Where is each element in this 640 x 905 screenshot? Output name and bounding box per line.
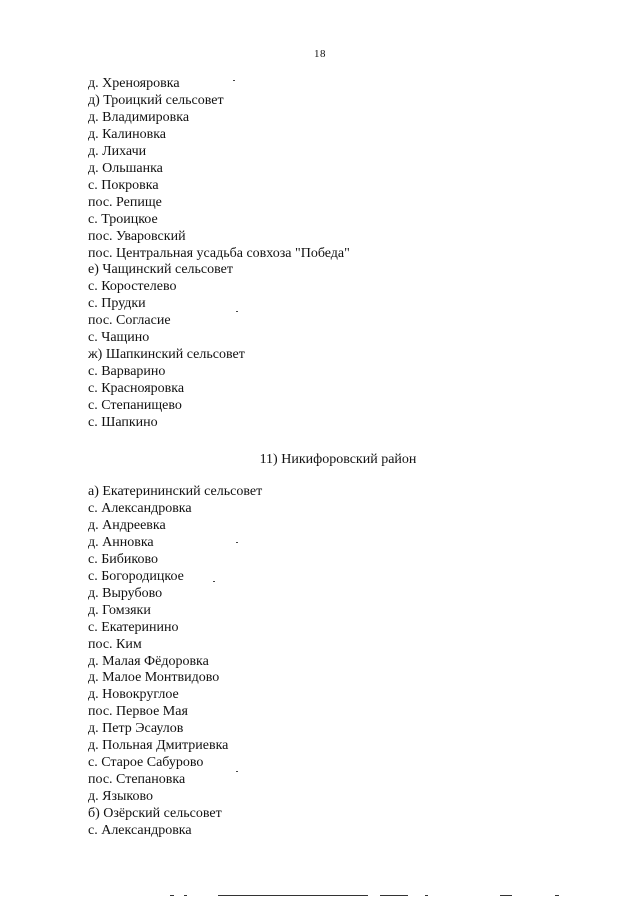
list-item: пос. Репище [88,194,162,210]
list-item: с. Богородицкое [88,568,184,584]
list-item: д) Троицкий сельсовет [88,92,224,108]
list-item: с. Степанищево [88,398,182,414]
list-item: с. Троицкое [88,211,158,227]
list-item: пос. Ким [88,636,142,652]
list-item: с. Прудки [88,296,146,312]
list-item: с. Покровка [88,177,159,193]
list-item: д. Польная Дмитриевка [88,738,229,754]
list-item: д. Вырубово [88,585,163,601]
scan-speck [236,311,238,312]
list-item: пос. Степановка [88,772,186,788]
list-item: пос. Центральная усадьба совхоза "Победа" [88,245,350,261]
settlement-list-bottom [88,484,262,840]
list-item: д. Андреевка [88,517,166,533]
list-item: е) Чащинский сельсовет [88,262,233,278]
list-item: д. Малое Монтвидово [88,670,220,686]
list-item: пос. Согласие [88,313,171,329]
list-item: б) Озёрский сельсовет [88,806,222,822]
list-item: с. Александровка [88,823,192,839]
list-item: с. Старое Сабурово [88,755,204,771]
list-item: д. Новокруглое [88,687,179,703]
list-item: д. Ольшанка [88,160,163,176]
scan-speck [236,771,238,772]
scan-speck [233,80,235,81]
scan-speck [213,581,215,582]
list-item: д. Гомзяки [88,602,151,618]
page-number: 18 [314,48,326,60]
list-item: д. Языково [88,789,154,805]
list-item: с. Бибиково [88,551,158,567]
list-item: с. Александровка [88,500,192,516]
list-item: д. Хренояровка [88,76,180,91]
list-item: д. Владимировка [88,109,190,125]
list-item: пос. Уваровский [88,228,186,244]
settlement-list-top [88,76,350,432]
list-item: а) Екатерининский сельсовет [88,484,263,499]
list-item: с. Чащино [88,330,150,346]
list-item: д. Малая Фёдоровка [88,653,209,669]
list-item: с. Варварино [88,364,166,380]
scan-speck [236,542,238,543]
district-heading: 11) Никифоровский район [259,452,417,467]
scan-edge-artifact [170,893,590,899]
list-item: ж) Шапкинский сельсовет [88,347,245,363]
list-item: д. Лихачи [88,143,147,159]
list-item: д. Анновка [88,534,154,550]
list-item: с. Шапкино [88,415,158,431]
list-item: с. Коростелево [88,279,177,295]
list-item: д. Петр Эсаулов [88,721,184,737]
list-item: с. Краснояровка [88,381,185,397]
list-item: с. Екатеринино [88,619,179,635]
list-item: пос. Первое Мая [88,704,188,720]
list-item: д. Калиновка [88,126,166,142]
